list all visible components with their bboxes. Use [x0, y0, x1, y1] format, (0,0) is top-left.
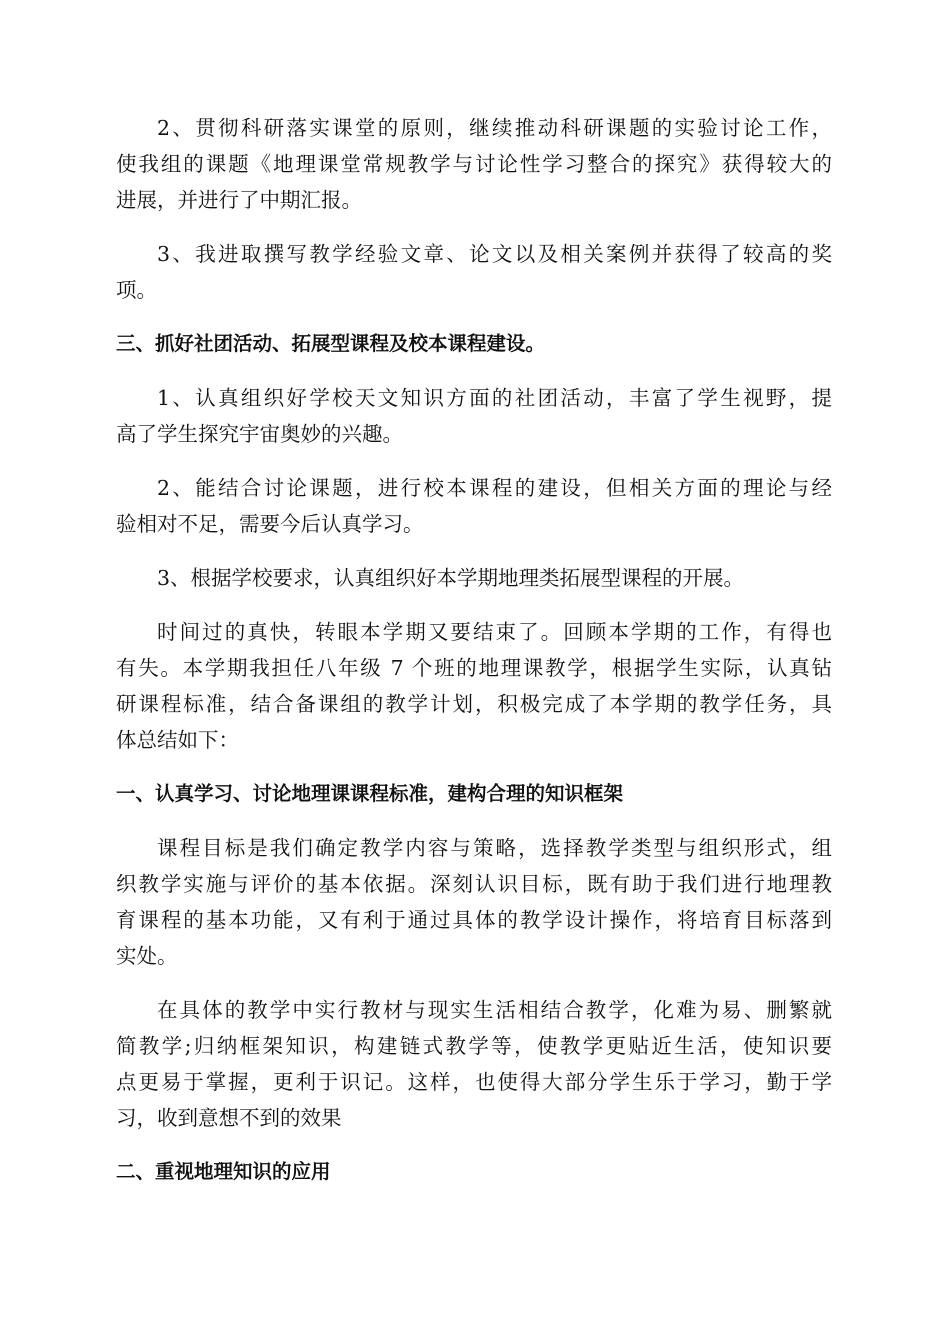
- text-line: 项。: [116, 278, 157, 302]
- text-line: 3、我进取撰写教学经验文章、论文以及相关案例并获得了较高的奖: [157, 242, 832, 266]
- paragraph-course-goals: [116, 830, 832, 974]
- paragraph-astronomy-club: [116, 380, 832, 452]
- section-heading-3: 三、抓好社团活动、拓展型课程及校本课程建设。: [116, 332, 546, 355]
- text-line: 织教学实施与评价的基本依据。深刻认识目标，既有助于我们进行地理教: [116, 872, 832, 896]
- text-line: 时间过的真快，转眼本学期又要结束了。回顾本学期的工作，有得也: [157, 620, 832, 644]
- text-line: 2、贯彻科研落实课堂的原则，继续推动科研课题的实验讨论工作，: [157, 116, 832, 140]
- text-line: 验相对不足，需要今后认真学习。: [116, 512, 424, 536]
- paragraph-school-curriculum: [116, 470, 832, 542]
- text-line: 高了学生探究宇宙奥妙的兴趣。: [116, 422, 403, 446]
- text-line: 研课程标准，结合备课组的教学计划，积极完成了本学期的教学任务，具: [116, 692, 832, 716]
- section-heading-1: 一、认真学习、讨论地理课课程标准，建构合理的知识框架: [116, 782, 624, 805]
- text-line: 习，收到意想不到的效果: [116, 1106, 342, 1130]
- text-line: 有失。本学期我担任八年级 7 个班的地理课教学，根据学生实际，认真钻: [116, 656, 832, 680]
- paragraph-teaching-practice: [116, 992, 832, 1136]
- paragraph-writing-awards: [116, 236, 832, 308]
- text-line: 点更易于掌握，更利于识记。这样，也使得大部分学生乐于学习，勤于学: [116, 1070, 832, 1094]
- paragraph-research-topic: [116, 110, 832, 218]
- text-line: 3、根据学校要求，认真组织好本学期地理类拓展型课程的开展。: [157, 566, 745, 590]
- text-line: 在具体的教学中实行教材与现实生活相结合教学，化难为易、删繁就: [157, 998, 832, 1022]
- text-line: 体总结如下：: [116, 728, 239, 752]
- document-page: [116, 110, 832, 1190]
- text-line: 课程目标是我们确定教学内容与策略，选择教学类型与组织形式，组: [157, 836, 832, 860]
- text-line: 实处。: [116, 944, 178, 968]
- text-line: 进展，并进行了中期汇报。: [116, 188, 362, 212]
- paragraph-semester-review: [116, 614, 832, 758]
- text-line: 简教学;归纳框架知识，构建链式教学等，使教学更贴近生活，使知识要: [116, 1034, 832, 1058]
- section-heading-2: 二、重视地理知识的应用: [116, 1160, 331, 1183]
- text-line: 育课程的基本功能，又有利于通过具体的教学设计操作，将培育目标落到: [116, 908, 832, 932]
- text-line: 使我组的课题《地理课堂常规教学与讨论性学习整合的探究》获得较大的: [116, 152, 832, 176]
- text-line: 1、认真组织好学校天文知识方面的社团活动，丰富了学生视野，提: [157, 386, 832, 410]
- paragraph-extension-courses: [116, 560, 832, 596]
- text-line: 2、能结合讨论课题，进行校本课程的建设，但相关方面的理论与经: [157, 476, 832, 500]
